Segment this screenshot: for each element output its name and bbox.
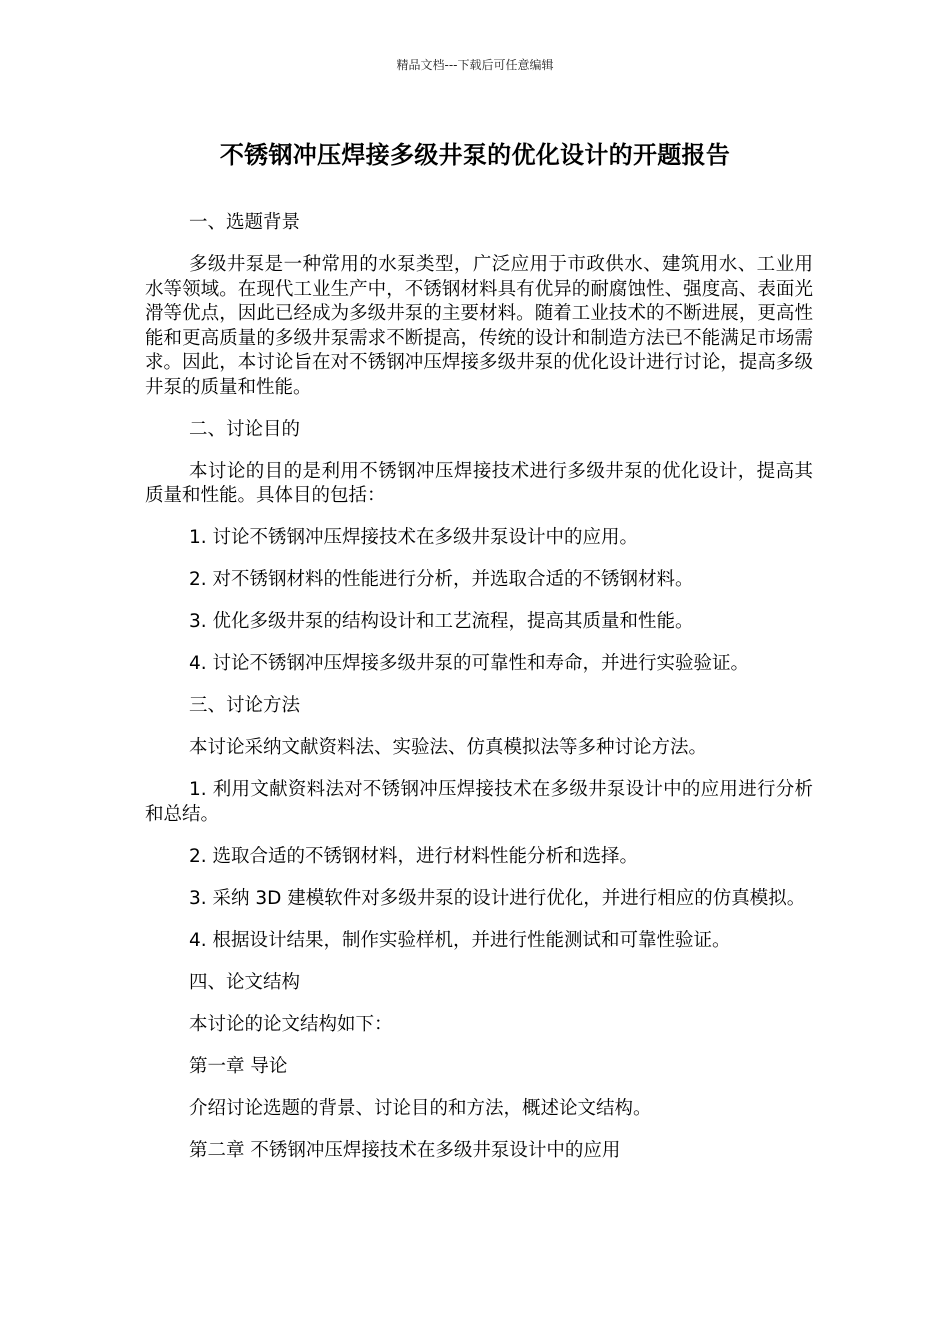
method-item-2: 2. 选取合适的不锈钢材料，进行材料性能分析和选择。 <box>189 845 639 867</box>
chapter-1-description: 介绍讨论选题的背景、讨论目的和方法，概述论文结构。 <box>189 1097 652 1119</box>
paragraph-structure: 本讨论的论文结构如下： <box>189 1013 393 1035</box>
purpose-item-4: 4. 讨论不锈钢冲压焊接多级井泵的可靠性和寿命，并进行实验验证。 <box>189 653 750 674</box>
section-heading-background: 一、选题背景 <box>189 212 301 233</box>
page-header: 精品文档---下载后可任意编辑 <box>396 58 554 72</box>
chapter-1-heading: 第一章 导论 <box>189 1055 288 1077</box>
method-item-4: 4. 根据设计结果，制作实验样机，并进行性能测试和可靠性验证。 <box>189 929 731 951</box>
method-item-3: 3. 采纳 3D 建模软件对多级井泵的设计进行优化，并进行相应的仿真模拟。 <box>189 887 806 909</box>
document-body <box>145 211 813 1181</box>
method-item-1: 1. 利用文献资料法对不锈钢冲压焊接技术在多级井泵设计中的应用进行分析和总结。 <box>145 779 813 825</box>
chapter-2-heading: 第二章 不锈钢冲压焊接技术在多级井泵设计中的应用 <box>189 1139 621 1161</box>
paragraph-purpose: 本讨论的目的是利用不锈钢冲压焊接技术进行多级井泵的优化设计，提高其质量和性能。具体目的包括： <box>145 460 813 506</box>
section-heading-method: 三、讨论方法 <box>189 695 301 716</box>
document-title: 不锈钢冲压焊接多级井泵的优化设计的开题报告 <box>219 141 731 169</box>
purpose-item-1: 1. 讨论不锈钢冲压焊接技术在多级井泵设计中的应用。 <box>189 527 639 548</box>
section-heading-purpose: 二、讨论目的 <box>189 418 301 440</box>
section-heading-structure: 四、论文结构 <box>189 971 301 993</box>
purpose-item-2: 2. 对不锈钢材料的性能进行分析，并选取合适的不锈钢材料。 <box>189 569 694 590</box>
purpose-item-3: 3. 优化多级井泵的结构设计和工艺流程，提高其质量和性能。 <box>189 611 694 632</box>
paragraph-background: 多级井泵是一种常用的水泵类型，广泛应用于市政供水、建筑用水、工业用水等领域。在现代工业生产中，不锈钢材料具有优异的耐腐蚀性、强度高、表面光滑等优点，因此已经成为多级井泵的主要材料。随着工业技术的不断进展，更高性能和更高质量的多级井泵需求不断提高，传统的设计和制造方法已不能满足市场需求。因此，本讨论旨在对不锈钢冲压焊接多级井泵的优化设计进行讨论，提高多级井泵的质量和性能。 <box>145 254 813 398</box>
paragraph-method: 本讨论采纳文献资料法、实验法、仿真模拟法等多种讨论方法。 <box>189 737 708 758</box>
